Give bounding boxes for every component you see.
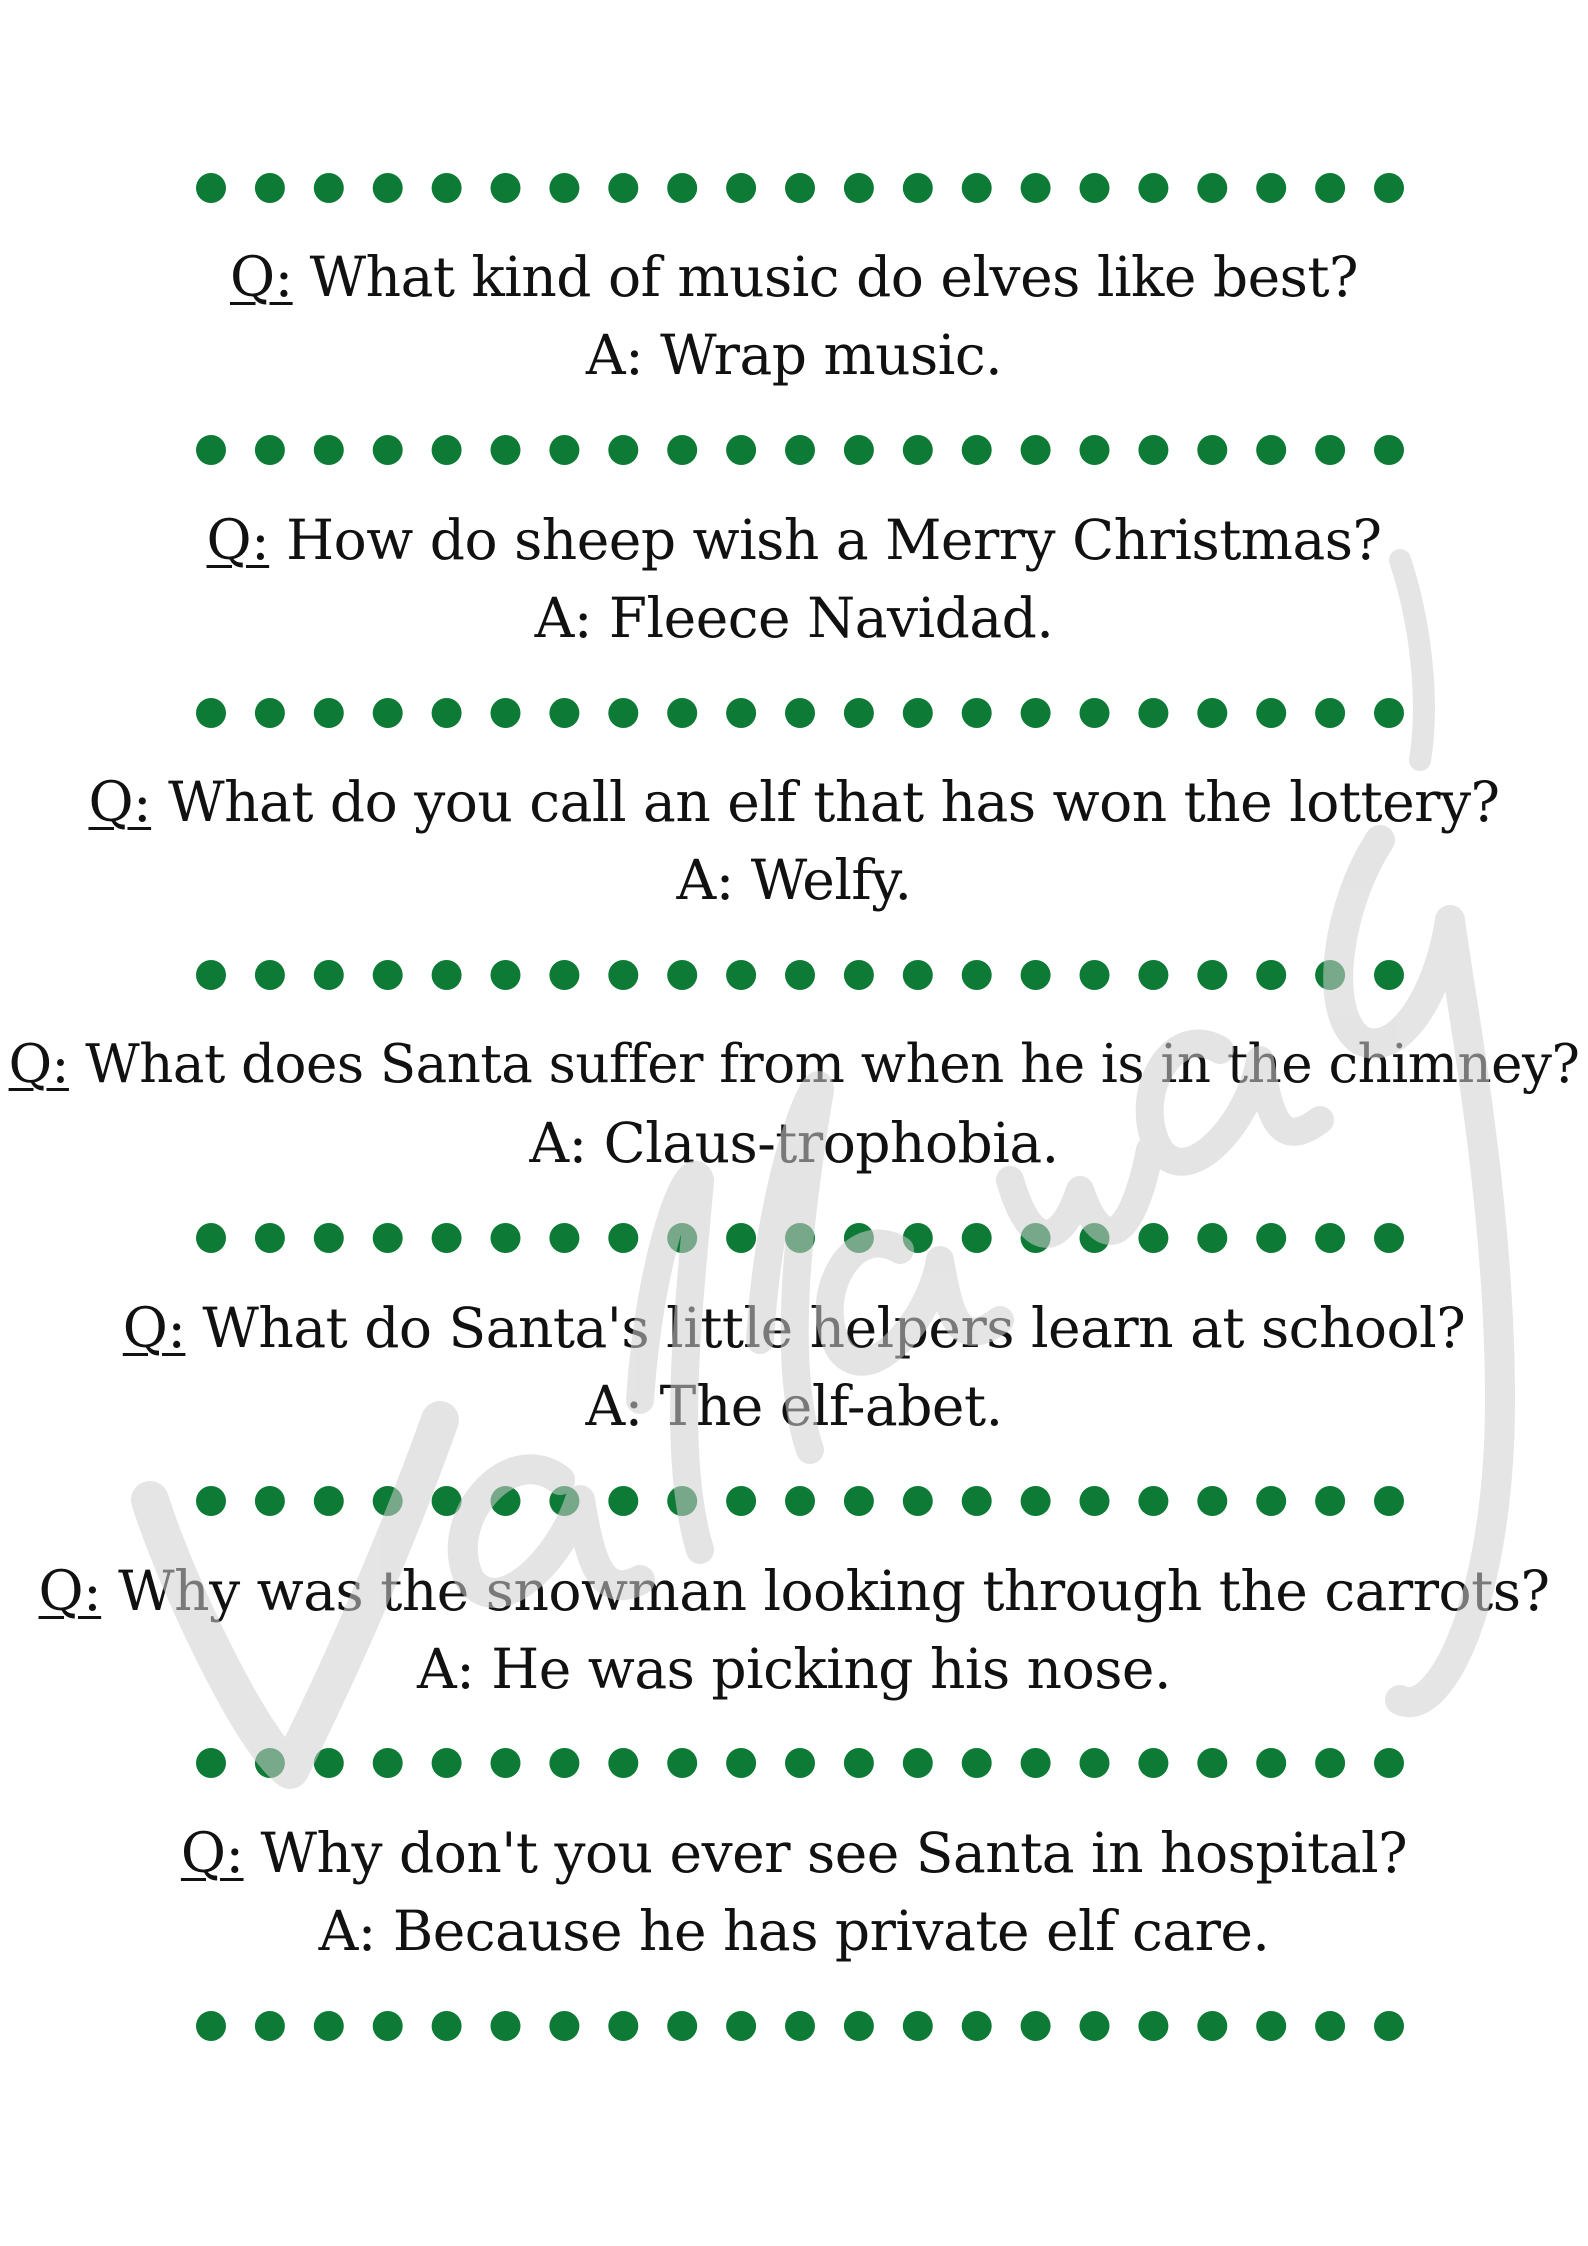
green-dot (726, 1486, 756, 1516)
green-dot (608, 1486, 638, 1516)
green-dot (962, 2011, 992, 2041)
green-dot (1138, 1223, 1168, 1253)
green-dot (1256, 2011, 1286, 2041)
green-dot (196, 698, 226, 728)
green-dot (844, 435, 874, 465)
green-dot (1080, 173, 1110, 203)
joke-block (0, 501, 1588, 657)
green-dot (1138, 2011, 1168, 2041)
green-dot (314, 698, 344, 728)
dot-divider (0, 433, 1588, 467)
green-dot (255, 435, 285, 465)
green-dot (785, 698, 815, 728)
dot-divider (0, 1484, 1588, 1518)
green-dot (1021, 435, 1051, 465)
joke-block (0, 763, 1588, 919)
green-dot (1080, 1223, 1110, 1253)
green-dot (1256, 1748, 1286, 1778)
dot-row-graphic (0, 1221, 1588, 1255)
green-dot (667, 698, 697, 728)
green-dot (373, 1223, 403, 1253)
green-dot (1256, 698, 1286, 728)
green-dot (726, 173, 756, 203)
green-dot (1374, 1748, 1404, 1778)
green-dot (785, 1223, 815, 1253)
green-dot (1080, 1748, 1110, 1778)
green-dot (1315, 1486, 1345, 1516)
dot-divider (0, 1746, 1588, 1780)
green-dot (608, 698, 638, 728)
answer-prefix: A: (585, 323, 644, 387)
answer-text: Because he has private elf care. (392, 1899, 1270, 1963)
question-text: What does Santa suffer from when he is in the chimney? (85, 1034, 1580, 1095)
answer-line (0, 841, 1588, 919)
dot-row-graphic (0, 433, 1588, 467)
green-dot (608, 2011, 638, 2041)
green-dot (196, 435, 226, 465)
green-dot (1080, 435, 1110, 465)
answer-prefix: A: (417, 1637, 475, 1701)
green-dot (432, 1486, 462, 1516)
answer-line (0, 1104, 1588, 1182)
dot-divider (0, 958, 1588, 992)
green-dot (432, 435, 462, 465)
green-dot (255, 1748, 285, 1778)
answer-prefix: A: (318, 1899, 376, 1963)
green-dot (962, 1223, 992, 1253)
green-dot (726, 1748, 756, 1778)
green-dot (1315, 2011, 1345, 2041)
answer-line (0, 1367, 1588, 1445)
joke-block (0, 238, 1588, 394)
green-dot (785, 173, 815, 203)
green-dot (1021, 698, 1051, 728)
green-dot (1080, 2011, 1110, 2041)
green-dot (726, 2011, 756, 2041)
green-dot (1315, 173, 1345, 203)
question-line (0, 1026, 1588, 1104)
green-dot (1374, 698, 1404, 728)
green-dot (196, 960, 226, 990)
green-dot (491, 960, 521, 990)
green-dot (608, 960, 638, 990)
green-dot (844, 2011, 874, 2041)
green-dot (1374, 1486, 1404, 1516)
green-dot (608, 1748, 638, 1778)
green-dot (1021, 1748, 1051, 1778)
green-dot (1080, 960, 1110, 990)
green-dot (962, 1486, 992, 1516)
green-dot (962, 1748, 992, 1778)
green-dot (314, 2011, 344, 2041)
green-dot (549, 1223, 579, 1253)
green-dot (785, 1486, 815, 1516)
green-dot (255, 2011, 285, 2041)
answer-line (0, 1630, 1588, 1708)
question-line (0, 1289, 1588, 1367)
green-dot (1021, 173, 1051, 203)
green-dot (667, 2011, 697, 2041)
green-dot (432, 1223, 462, 1253)
question-line (0, 1814, 1588, 1892)
green-dot (432, 1748, 462, 1778)
green-dot (549, 960, 579, 990)
green-dot (373, 173, 403, 203)
question-prefix: Q: (122, 1296, 186, 1360)
green-dot (491, 698, 521, 728)
green-dot (549, 1748, 579, 1778)
green-dot (1315, 435, 1345, 465)
green-dot (491, 435, 521, 465)
answer-line (0, 1892, 1588, 1970)
green-dot (1315, 698, 1345, 728)
answer-prefix: A: (529, 1111, 587, 1175)
question-prefix: Q: (206, 508, 270, 572)
dot-row-graphic (0, 171, 1588, 205)
green-dot (373, 2011, 403, 2041)
green-dot (903, 960, 933, 990)
dot-divider (0, 696, 1588, 730)
green-dot (1138, 960, 1168, 990)
green-dot (196, 173, 226, 203)
green-dot (667, 1486, 697, 1516)
joke-block (0, 1026, 1588, 1182)
green-dot (903, 2011, 933, 2041)
green-dot (785, 960, 815, 990)
green-dot (608, 1223, 638, 1253)
green-dot (314, 435, 344, 465)
green-dot (962, 698, 992, 728)
answer-line (0, 316, 1588, 394)
dot-row-graphic (0, 1746, 1588, 1780)
green-dot (432, 2011, 462, 2041)
green-dot (1138, 1486, 1168, 1516)
dot-divider (0, 171, 1588, 205)
green-dot (196, 2011, 226, 2041)
green-dot (1197, 1486, 1227, 1516)
green-dot (373, 1486, 403, 1516)
green-dot (608, 173, 638, 203)
dot-row-graphic (0, 696, 1588, 730)
green-dot (844, 1748, 874, 1778)
green-dot (1197, 1748, 1227, 1778)
question-line (0, 1552, 1588, 1630)
question-line (0, 501, 1588, 579)
dot-divider (0, 1221, 1588, 1255)
question-text: Why don't you ever see Santa in hospital? (260, 1821, 1408, 1885)
question-text: What kind of music do elves like best? (309, 245, 1358, 309)
green-dot (1021, 2011, 1051, 2041)
green-dot (1256, 435, 1286, 465)
green-dot (1021, 960, 1051, 990)
green-dot (903, 1748, 933, 1778)
green-dot (844, 173, 874, 203)
green-dot (844, 1486, 874, 1516)
answer-text: He was picking his nose. (491, 1637, 1171, 1701)
answer-prefix: A: (676, 848, 734, 912)
green-dot (962, 435, 992, 465)
green-dot (373, 435, 403, 465)
answer-prefix: A: (585, 1374, 643, 1438)
question-text: What do Santa's little helpers learn at school? (202, 1296, 1466, 1360)
green-dot (1256, 960, 1286, 990)
question-prefix: Q: (38, 1559, 102, 1623)
green-dot (785, 1748, 815, 1778)
green-dot (549, 2011, 579, 2041)
green-dot (255, 960, 285, 990)
green-dot (491, 2011, 521, 2041)
green-dot (667, 1748, 697, 1778)
question-line (0, 763, 1588, 841)
answer-text: Claus-trophobia. (603, 1111, 1059, 1175)
green-dot (314, 1486, 344, 1516)
green-dot (314, 1748, 344, 1778)
question-text: What do you call an elf that has won the lottery? (168, 770, 1500, 834)
green-dot (962, 960, 992, 990)
green-dot (432, 698, 462, 728)
green-dot (726, 698, 756, 728)
green-dot (1197, 173, 1227, 203)
green-dot (549, 1486, 579, 1516)
question-text: How do sheep wish a Merry Christmas? (286, 508, 1382, 572)
green-dot (373, 1748, 403, 1778)
answer-text: Welfy. (750, 848, 912, 912)
green-dot (1138, 173, 1168, 203)
green-dot (726, 1223, 756, 1253)
green-dot (844, 698, 874, 728)
green-dot (1197, 2011, 1227, 2041)
green-dot (1021, 1223, 1051, 1253)
green-dot (549, 435, 579, 465)
green-dot (667, 173, 697, 203)
green-dot (726, 960, 756, 990)
question-prefix: Q: (230, 245, 293, 309)
green-dot (1197, 1223, 1227, 1253)
green-dot (491, 1486, 521, 1516)
green-dot (1315, 1223, 1345, 1253)
green-dot (785, 2011, 815, 2041)
green-dot (1315, 1748, 1345, 1778)
dot-divider (0, 2009, 1588, 2043)
answer-line (0, 579, 1588, 657)
green-dot (1138, 1748, 1168, 1778)
green-dot (1256, 1223, 1286, 1253)
green-dot (255, 1486, 285, 1516)
green-dot (432, 173, 462, 203)
dot-row-graphic (0, 958, 1588, 992)
green-dot (1021, 1486, 1051, 1516)
question-text: Why was the snowman looking through the carrots? (118, 1559, 1550, 1623)
answer-text: Fleece Navidad. (608, 586, 1054, 650)
green-dot (1256, 1486, 1286, 1516)
green-dot (726, 435, 756, 465)
green-dot (1080, 1486, 1110, 1516)
green-dot (373, 698, 403, 728)
green-dot (1197, 698, 1227, 728)
green-dot (1374, 435, 1404, 465)
green-dot (314, 960, 344, 990)
green-dot (1315, 960, 1345, 990)
answer-prefix: A: (534, 586, 592, 650)
green-dot (785, 435, 815, 465)
green-dot (373, 960, 403, 990)
green-dot (549, 173, 579, 203)
green-dot (255, 698, 285, 728)
green-dot (196, 1486, 226, 1516)
green-dot (314, 1223, 344, 1253)
green-dot (491, 173, 521, 203)
green-dot (255, 173, 285, 203)
green-dot (903, 1486, 933, 1516)
green-dot (667, 960, 697, 990)
question-prefix: Q: (8, 1034, 69, 1095)
green-dot (1197, 435, 1227, 465)
green-dot (1138, 435, 1168, 465)
green-dot (1256, 173, 1286, 203)
answer-text: Wrap music. (660, 323, 1003, 387)
green-dot (196, 1223, 226, 1253)
green-dot (1374, 2011, 1404, 2041)
green-dot (1138, 698, 1168, 728)
answer-text: The elf-abet. (659, 1374, 1003, 1438)
green-dot (608, 435, 638, 465)
green-dot (549, 698, 579, 728)
green-dot (491, 1748, 521, 1778)
green-dot (667, 1223, 697, 1253)
dot-row-graphic (0, 1484, 1588, 1518)
joke-block (0, 1289, 1588, 1445)
green-dot (667, 435, 697, 465)
joke-block (0, 1552, 1588, 1708)
green-dot (903, 698, 933, 728)
green-dot (1197, 960, 1227, 990)
joke-block (0, 1814, 1588, 1970)
green-dot (1374, 1223, 1404, 1253)
green-dot (1080, 698, 1110, 728)
green-dot (196, 1748, 226, 1778)
green-dot (255, 1223, 285, 1253)
question-line (0, 238, 1588, 316)
green-dot (903, 173, 933, 203)
green-dot (432, 960, 462, 990)
question-prefix: Q: (88, 770, 152, 834)
green-dot (1374, 173, 1404, 203)
green-dot (314, 173, 344, 203)
green-dot (903, 1223, 933, 1253)
green-dot (1374, 960, 1404, 990)
dot-row-graphic (0, 2009, 1588, 2043)
question-prefix: Q: (180, 1821, 244, 1885)
green-dot (844, 960, 874, 990)
green-dot (962, 173, 992, 203)
green-dot (491, 1223, 521, 1253)
green-dot (844, 1223, 874, 1253)
green-dot (903, 435, 933, 465)
